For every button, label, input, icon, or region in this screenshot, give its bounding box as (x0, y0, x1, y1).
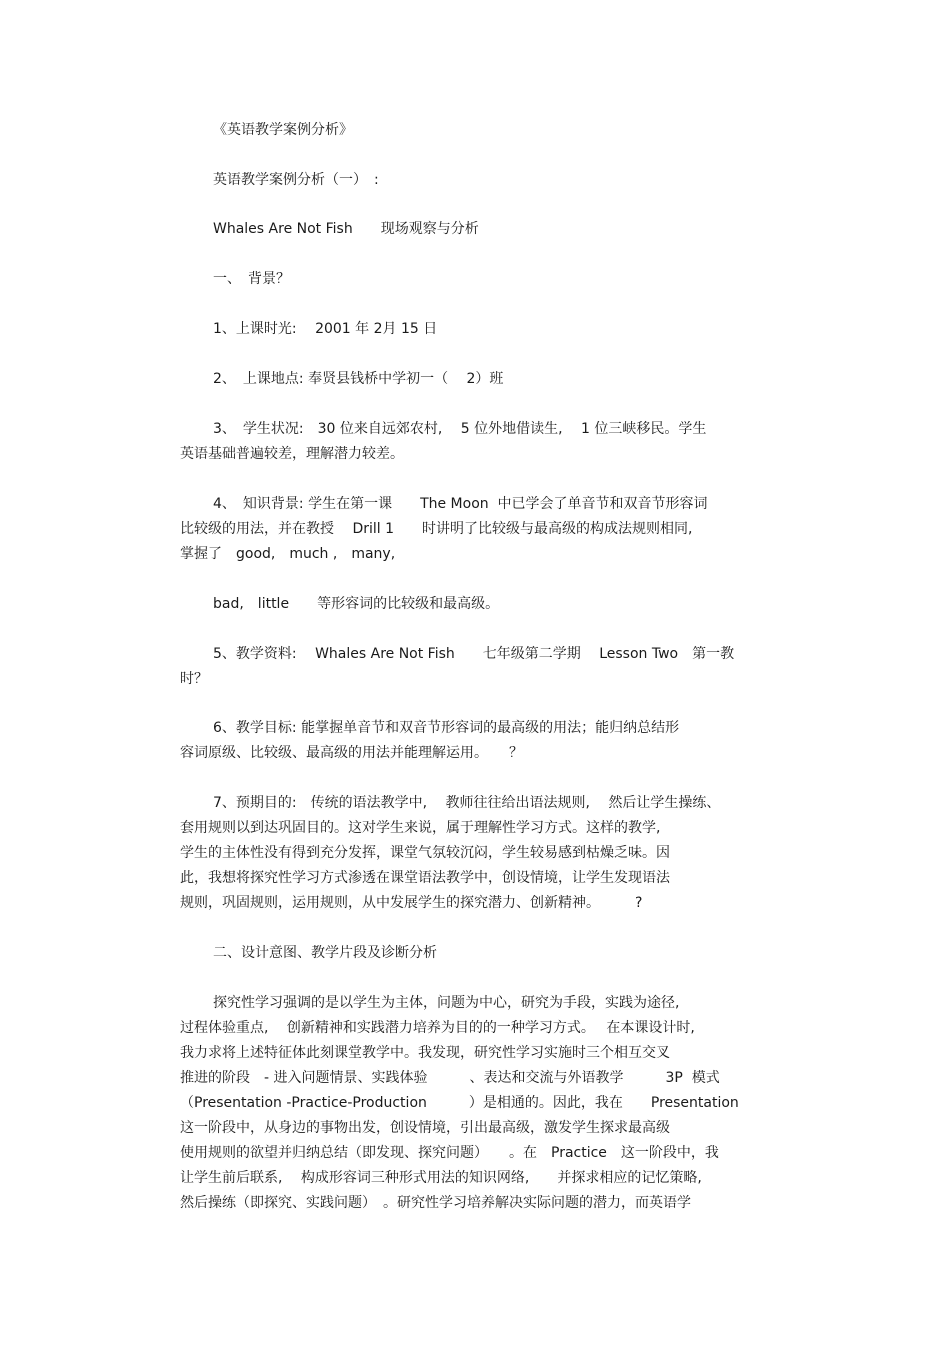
lesson-title: Whales Are Not Fish 现场观察与分析 (213, 221, 479, 237)
paragraph-line: 这一阶段中，从身边的事物出发，创设情境，引出最高级，激发学生探求最高级 (180, 1120, 670, 1136)
paragraph-line: 使用规则的欲望并归纳总结（即发现、探究问题） 。在 Practice 这一阶段中，我 (180, 1145, 719, 1161)
section-heading: 英语教学案例分析（一） : (213, 172, 379, 188)
item-student-status-cont: 英语基础普遍较差，理解潜力较差。 (180, 446, 404, 462)
item-knowledge-background-cont: 掌握了 good, much , many, (180, 546, 396, 562)
item-expected-purpose-cont: 规则，巩固规则，运用规则，从中发展学生的探究潜力、创新精神。 ? (180, 895, 643, 911)
item-class-location: 2、 上课地点: 奉贤县钱桥中学初一（ 2）班 (213, 371, 504, 387)
item-expected-purpose-cont: 套用规则以到达巩固目的。这对学生来说，属于理解性学习方式。这样的教学, (180, 820, 661, 836)
paragraph-line: 探究性学习强调的是以学生为主体，问题为中心，研究为手段，实践为途径, (213, 995, 680, 1011)
item-expected-purpose-cont: 学生的主体性没有得到充分发挥，课堂气氛较沉闷，学生较易感到枯燥乏味。因 (180, 845, 670, 861)
document-title: 《英语教学案例分析》 (213, 122, 353, 138)
paragraph-line: 过程体验重点, 创新精神和实践潜力培养为目的的一种学习方式。 在本课设计时, (180, 1020, 695, 1036)
item-expected-purpose: 7、预期目的: 传统的语法教学中, 教师往往给出语法规则, 然后让学生操练、 (213, 795, 721, 811)
paragraph-line: 让学生前后联系, 构成形容词三种形式用法的知识网络, 并探求相应的记忆策略, (180, 1170, 702, 1186)
item-teaching-material-cont: 时？ (180, 671, 208, 687)
paragraph-line: 推进的阶段 - 进入问题情景、实践体验 、表达和交流与外语教学 3P 模式 (180, 1070, 720, 1086)
item-teaching-goal-cont: 容词原级、比较级、最高级的用法并能理解运用。 ？ (180, 745, 523, 761)
paragraph-line: 我力求将上述特征体此刻课堂教学中。我发现，研究性学习实施时三个相互交叉 (180, 1045, 670, 1061)
section-heading-design: 二、设计意图、教学片段及诊断分析 (213, 945, 437, 961)
item-knowledge-background: 4、 知识背景: 学生在第一课 The Moon 中已学会了单音节和双音节形容词 (213, 496, 708, 512)
item-teaching-goal: 6、教学目标: 能掌握单音节和双音节形容词的最高级的用法；能归纳总结形 (213, 720, 680, 736)
item-expected-purpose-cont: 此，我想将探究性学习方式渗透在课堂语法教学中，创设情境，让学生发现语法 (180, 870, 670, 886)
item-knowledge-background-cont: bad, little 等形容词的比较级和最高级。 (213, 596, 500, 612)
paragraph-line: （Presentation -Practice-Production ）是相通的。因此，我在 Presentation (180, 1095, 739, 1111)
item-student-status: 3、 学生状况: 30 位来自远郊农村, 5 位外地借读生, 1 位三峡移民。学生 (213, 421, 707, 437)
item-knowledge-background-cont: 比较级的用法，并在教授 Drill 1 时讲明了比较级与最高级的构成法规则相同, (180, 521, 693, 537)
paragraph-line: 然后操练（即探究、实践问题） 。研究性学习培养解决实际问题的潜力，而英语学 (180, 1195, 691, 1211)
item-teaching-material: 5、教学资料: Whales Are Not Fish 七年级第二学期 Lesson Two 第一教 (213, 646, 735, 662)
section-heading-background: 一、 背景？ (213, 271, 290, 287)
item-class-time: 1、上课时光: 2001 年 2月 15 日 (213, 321, 438, 337)
